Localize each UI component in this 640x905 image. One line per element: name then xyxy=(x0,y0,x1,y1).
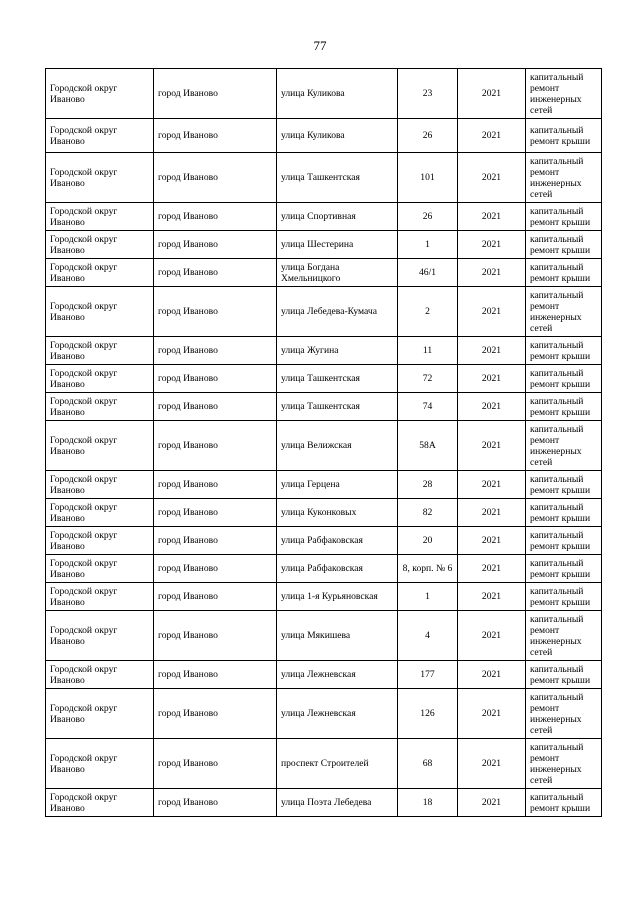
street-cell: улица 1-я Курьяновская xyxy=(277,583,398,611)
settlement-cell: город Иваново xyxy=(154,555,277,583)
street-cell: улица Лебедева-Кумача xyxy=(277,287,398,337)
table-row xyxy=(46,527,602,555)
work-type-cell: капитальный ремонт крыши xyxy=(526,365,602,393)
table-row xyxy=(46,661,602,689)
settlement-cell: город Иваново xyxy=(154,527,277,555)
work-type-cell: капитальный ремонт крыши xyxy=(526,471,602,499)
street-cell: улица Жугина xyxy=(277,337,398,365)
house-number-cell: 68 xyxy=(398,739,458,789)
year-cell: 2021 xyxy=(458,153,526,203)
settlement-cell: город Иваново xyxy=(154,471,277,499)
settlement-cell: город Иваново xyxy=(154,287,277,337)
year-cell: 2021 xyxy=(458,393,526,421)
settlement-cell: город Иваново xyxy=(154,203,277,231)
settlement-cell: город Иваново xyxy=(154,231,277,259)
street-cell: улица Ташкентская xyxy=(277,365,398,393)
work-type-cell: капитальный ремонт крыши xyxy=(526,499,602,527)
house-number-cell: 126 xyxy=(398,689,458,739)
year-cell: 2021 xyxy=(458,789,526,817)
street-cell: улица Шестерина xyxy=(277,231,398,259)
municipal-district-cell: Городской округ Иваново xyxy=(46,661,154,689)
house-number-cell: 8, корп. № 6 xyxy=(398,555,458,583)
table-row xyxy=(46,555,602,583)
municipal-district-cell: Городской округ Иваново xyxy=(46,203,154,231)
work-type-cell: капитальный ремонт инженерных сетей xyxy=(526,287,602,337)
year-cell: 2021 xyxy=(458,661,526,689)
year-cell: 2021 xyxy=(458,739,526,789)
year-cell: 2021 xyxy=(458,231,526,259)
table-row xyxy=(46,611,602,661)
year-cell: 2021 xyxy=(458,287,526,337)
table-row xyxy=(46,287,602,337)
work-type-cell: капитальный ремонт инженерных сетей xyxy=(526,611,602,661)
street-cell: проспект Строителей xyxy=(277,739,398,789)
year-cell: 2021 xyxy=(458,583,526,611)
work-type-cell: капитальный ремонт инженерных сетей xyxy=(526,689,602,739)
work-type-cell: капитальный ремонт крыши xyxy=(526,259,602,287)
work-type-cell: капитальный ремонт крыши xyxy=(526,555,602,583)
work-type-cell: капитальный ремонт крыши xyxy=(526,337,602,365)
table-row xyxy=(46,393,602,421)
work-type-cell: капитальный ремонт крыши xyxy=(526,119,602,153)
municipal-district-cell: Городской округ Иваново xyxy=(46,153,154,203)
settlement-cell: город Иваново xyxy=(154,739,277,789)
municipal-district-cell: Городской округ Иваново xyxy=(46,365,154,393)
house-number-cell: 11 xyxy=(398,337,458,365)
municipal-district-cell: Городской округ Иваново xyxy=(46,69,154,119)
street-cell: улица Ташкентская xyxy=(277,153,398,203)
municipal-district-cell: Городской округ Иваново xyxy=(46,583,154,611)
year-cell: 2021 xyxy=(458,203,526,231)
year-cell: 2021 xyxy=(458,471,526,499)
settlement-cell: город Иваново xyxy=(154,499,277,527)
work-type-cell: капитальный ремонт инженерных сетей xyxy=(526,153,602,203)
year-cell: 2021 xyxy=(458,499,526,527)
year-cell: 2021 xyxy=(458,337,526,365)
work-type-cell: капитальный ремонт крыши xyxy=(526,231,602,259)
settlement-cell: город Иваново xyxy=(154,689,277,739)
street-cell: улица Богдана Хмельницкого xyxy=(277,259,398,287)
year-cell: 2021 xyxy=(458,611,526,661)
street-cell: улица Герцена xyxy=(277,471,398,499)
street-cell: улица Поэта Лебедева xyxy=(277,789,398,817)
work-type-cell: капитальный ремонт крыши xyxy=(526,789,602,817)
settlement-cell: город Иваново xyxy=(154,119,277,153)
street-cell: улица Мякишева xyxy=(277,611,398,661)
settlement-cell: город Иваново xyxy=(154,365,277,393)
street-cell: улица Лежневская xyxy=(277,689,398,739)
table-row xyxy=(46,583,602,611)
municipal-district-cell: Городской округ Иваново xyxy=(46,421,154,471)
house-number-cell: 177 xyxy=(398,661,458,689)
municipal-district-cell: Городской округ Иваново xyxy=(46,259,154,287)
municipal-district-cell: Городской округ Иваново xyxy=(46,119,154,153)
settlement-cell: город Иваново xyxy=(154,661,277,689)
work-type-cell: капитальный ремонт инженерных сетей xyxy=(526,739,602,789)
year-cell: 2021 xyxy=(458,365,526,393)
municipal-district-cell: Городской округ Иваново xyxy=(46,499,154,527)
municipal-district-cell: Городской округ Иваново xyxy=(46,337,154,365)
table-row xyxy=(46,689,602,739)
house-number-cell: 28 xyxy=(398,471,458,499)
work-type-cell: капитальный ремонт инженерных сетей xyxy=(526,421,602,471)
work-type-cell: капитальный ремонт крыши xyxy=(526,527,602,555)
street-cell: улица Рабфаковская xyxy=(277,527,398,555)
house-number-cell: 82 xyxy=(398,499,458,527)
table-row xyxy=(46,499,602,527)
street-cell: улица Ташкентская xyxy=(277,393,398,421)
settlement-cell: город Иваново xyxy=(154,583,277,611)
house-number-cell: 1 xyxy=(398,231,458,259)
house-number-cell: 18 xyxy=(398,789,458,817)
year-cell: 2021 xyxy=(458,119,526,153)
work-type-cell: капитальный ремонт крыши xyxy=(526,661,602,689)
settlement-cell: город Иваново xyxy=(154,421,277,471)
street-cell: улица Лежневская xyxy=(277,661,398,689)
work-type-cell: капитальный ремонт крыши xyxy=(526,583,602,611)
street-cell: улица Куликова xyxy=(277,69,398,119)
table-row xyxy=(46,471,602,499)
table-row xyxy=(46,739,602,789)
municipal-district-cell: Городской округ Иваново xyxy=(46,739,154,789)
settlement-cell: город Иваново xyxy=(154,153,277,203)
municipal-district-cell: Городской округ Иваново xyxy=(46,611,154,661)
page-number: 77 xyxy=(313,38,327,53)
work-type-cell: капитальный ремонт инженерных сетей xyxy=(526,69,602,119)
municipal-district-cell: Городской округ Иваново xyxy=(46,789,154,817)
house-number-cell: 4 xyxy=(398,611,458,661)
year-cell: 2021 xyxy=(458,259,526,287)
table-row xyxy=(46,203,602,231)
house-number-cell: 58А xyxy=(398,421,458,471)
house-number-cell: 1 xyxy=(398,583,458,611)
repair-registry-table xyxy=(45,68,602,817)
municipal-district-cell: Городской округ Иваново xyxy=(46,471,154,499)
year-cell: 2021 xyxy=(458,69,526,119)
settlement-cell: город Иваново xyxy=(154,611,277,661)
work-type-cell: капитальный ремонт крыши xyxy=(526,203,602,231)
house-number-cell: 23 xyxy=(398,69,458,119)
municipal-district-cell: Городской округ Иваново xyxy=(46,689,154,739)
municipal-district-cell: Городской округ Иваново xyxy=(46,555,154,583)
street-cell: улица Куконковых xyxy=(277,499,398,527)
table-row xyxy=(46,153,602,203)
table-row xyxy=(46,789,602,817)
table-row xyxy=(46,259,602,287)
municipal-district-cell: Городской округ Иваново xyxy=(46,231,154,259)
table-row xyxy=(46,421,602,471)
table-row xyxy=(46,69,602,119)
house-number-cell: 46/1 xyxy=(398,259,458,287)
house-number-cell: 72 xyxy=(398,365,458,393)
settlement-cell: город Иваново xyxy=(154,789,277,817)
year-cell: 2021 xyxy=(458,421,526,471)
house-number-cell: 20 xyxy=(398,527,458,555)
house-number-cell: 2 xyxy=(398,287,458,337)
year-cell: 2021 xyxy=(458,527,526,555)
settlement-cell: город Иваново xyxy=(154,69,277,119)
street-cell: улица Рабфаковская xyxy=(277,555,398,583)
table-row xyxy=(46,119,602,153)
table-row xyxy=(46,365,602,393)
settlement-cell: город Иваново xyxy=(154,259,277,287)
street-cell: улица Куликова xyxy=(277,119,398,153)
settlement-cell: город Иваново xyxy=(154,393,277,421)
year-cell: 2021 xyxy=(458,689,526,739)
year-cell: 2021 xyxy=(458,555,526,583)
settlement-cell: город Иваново xyxy=(154,337,277,365)
municipal-district-cell: Городской округ Иваново xyxy=(46,393,154,421)
house-number-cell: 101 xyxy=(398,153,458,203)
house-number-cell: 74 xyxy=(398,393,458,421)
house-number-cell: 26 xyxy=(398,119,458,153)
house-number-cell: 26 xyxy=(398,203,458,231)
municipal-district-cell: Городской округ Иваново xyxy=(46,287,154,337)
work-type-cell: капитальный ремонт крыши xyxy=(526,393,602,421)
municipal-district-cell: Городской округ Иваново xyxy=(46,527,154,555)
street-cell: улица Велижская xyxy=(277,421,398,471)
table-row xyxy=(46,231,602,259)
table-row xyxy=(46,337,602,365)
street-cell: улица Спортивная xyxy=(277,203,398,231)
